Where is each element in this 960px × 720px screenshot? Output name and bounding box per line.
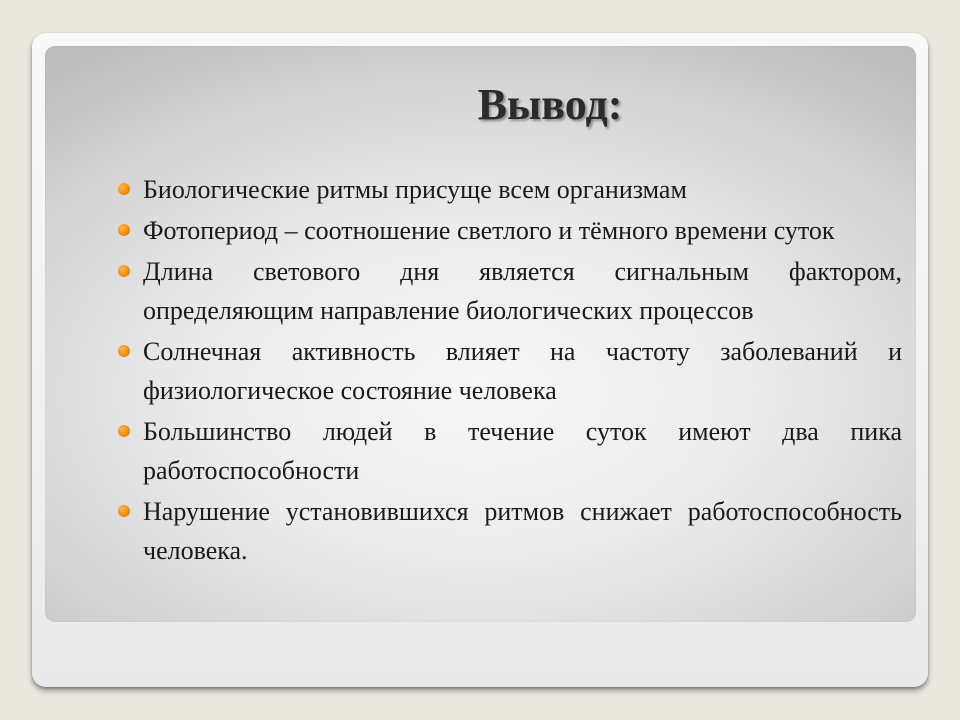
bullet-dot-icon	[118, 505, 130, 517]
bullet-text: Нарушение установившихся ритмов снижает работоспособность человека.	[143, 497, 902, 565]
bullet-dot-icon	[118, 345, 130, 357]
bullet-text: Длина светового дня является сигнальным фактором, определяющим направление биологических процессов	[143, 257, 902, 325]
bullet-dot-icon	[118, 425, 130, 437]
bullet-item	[118, 332, 902, 410]
bullet-item	[118, 412, 902, 490]
bullet-text: Фотопериод – соотношение светлого и тёмного времени суток	[143, 216, 835, 245]
bullet-dot-icon	[118, 183, 130, 195]
bullet-item	[118, 252, 902, 330]
bullet-list	[118, 170, 902, 572]
bullet-text: Солнечная активность влияет на частоту заболеваний и физиологическое состояние человека	[143, 337, 902, 405]
bullet-item	[118, 170, 902, 209]
slide-title: Вывод:	[477, 80, 623, 129]
bullet-text: Большинство людей в течение суток имеют два пика работоспособности	[143, 417, 902, 485]
bullet-text: Биологические ритмы присуще всем организмам	[143, 175, 687, 204]
bullet-item	[118, 211, 902, 250]
bullet-item	[118, 492, 902, 570]
bullet-dot-icon	[118, 224, 130, 236]
bullet-dot-icon	[118, 265, 130, 277]
